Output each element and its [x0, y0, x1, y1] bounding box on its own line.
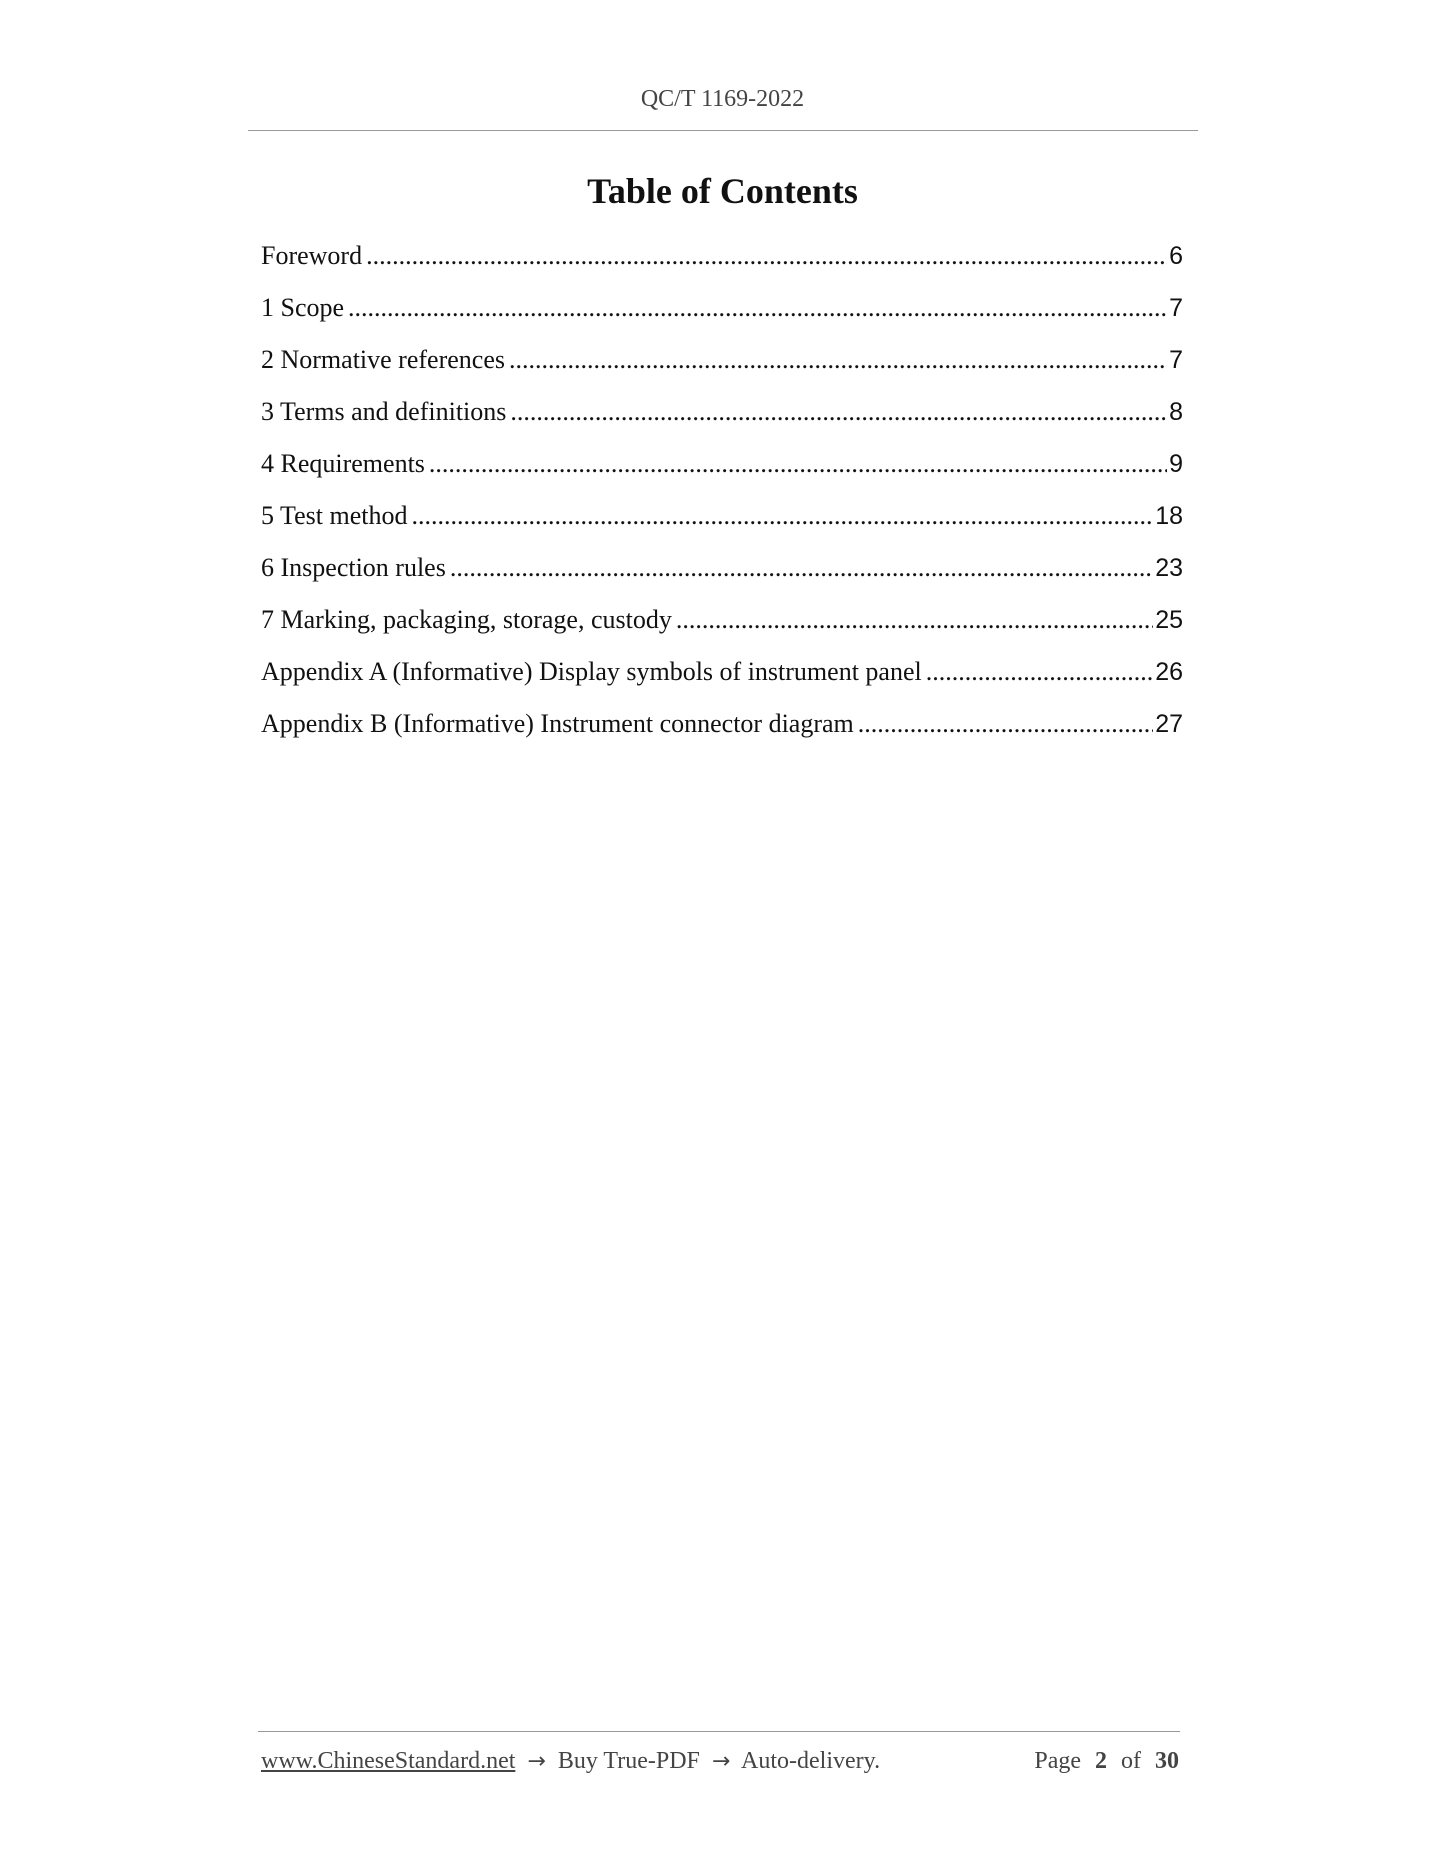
toc-entry-title: 5 Test method [261, 501, 408, 530]
toc-entry-page: 26 [1155, 658, 1183, 686]
header-divider [248, 130, 1198, 131]
buy-true-pdf-text: Buy True-PDF [557, 1748, 700, 1774]
toc-entry-title: 2 Normative references [261, 345, 505, 374]
toc-entry-page: 6 [1169, 242, 1183, 270]
toc-dot-leader [450, 548, 1153, 588]
arrow-right-icon: → [711, 1749, 731, 1774]
current-page-number: 2 [1095, 1748, 1107, 1774]
toc-entry-title: Appendix B (Informative) Instrument connector diagram [261, 709, 854, 738]
toc-entry-terms-and-definitions[interactable] [261, 392, 1183, 444]
toc-entry-marking-packaging[interactable] [261, 600, 1183, 652]
toc-dot-leader [509, 340, 1167, 380]
toc-dot-leader [858, 704, 1153, 744]
total-pages-number: 30 [1155, 1748, 1179, 1774]
footer-divider [258, 1731, 1180, 1732]
toc-entry-page: 18 [1155, 502, 1183, 530]
toc-dot-leader [676, 600, 1153, 640]
toc-dot-leader [348, 288, 1167, 328]
toc-entry-page: 27 [1155, 710, 1183, 738]
toc-entry-title: Foreword [261, 241, 363, 270]
toc-entry-title: 4 Requirements [261, 449, 425, 478]
page-number-indicator [1034, 1748, 1179, 1775]
toc-entry-scope[interactable] [261, 288, 1183, 340]
toc-entry-appendix-b[interactable] [261, 704, 1183, 756]
toc-entry-page: 9 [1169, 450, 1183, 478]
page-label: Page [1034, 1748, 1081, 1774]
toc-dot-leader [429, 444, 1167, 484]
toc-entry-title: 7 Marking, packaging, storage, custody [261, 605, 672, 634]
toc-entry-test-method[interactable] [261, 496, 1183, 548]
toc-entry-page: 23 [1155, 554, 1183, 582]
toc-entry-title: 3 Terms and definitions [261, 397, 507, 426]
footer-promo [261, 1748, 880, 1775]
toc-entry-page: 7 [1169, 294, 1183, 322]
toc-entry-page: 25 [1155, 606, 1183, 634]
toc-dot-leader [366, 236, 1167, 276]
table-of-contents [261, 236, 1183, 756]
document-id-header: QC/T 1169-2022 [640, 86, 805, 112]
toc-entry-appendix-a[interactable] [261, 652, 1183, 704]
arrow-right-icon: → [527, 1749, 546, 1774]
toc-dot-leader [926, 652, 1153, 692]
website-link[interactable]: www.ChineseStandard.net [261, 1748, 516, 1774]
toc-dot-leader [411, 496, 1153, 536]
toc-entry-page: 8 [1169, 398, 1183, 426]
toc-entry-inspection-rules[interactable] [261, 548, 1183, 600]
toc-entry-title: Appendix A (Informative) Display symbols of instrument panel [261, 657, 922, 686]
toc-entry-requirements[interactable] [261, 444, 1183, 496]
toc-entry-title: 1 Scope [261, 293, 345, 322]
auto-delivery-text: Auto-delivery. [741, 1748, 881, 1774]
toc-entry-normative-references[interactable] [261, 340, 1183, 392]
toc-heading: Table of Contents [587, 171, 858, 211]
toc-entry-foreword[interactable] [261, 236, 1183, 288]
toc-dot-leader [510, 392, 1167, 432]
toc-entry-page: 7 [1169, 346, 1183, 374]
of-label: of [1121, 1748, 1141, 1774]
toc-entry-title: 6 Inspection rules [261, 553, 446, 582]
